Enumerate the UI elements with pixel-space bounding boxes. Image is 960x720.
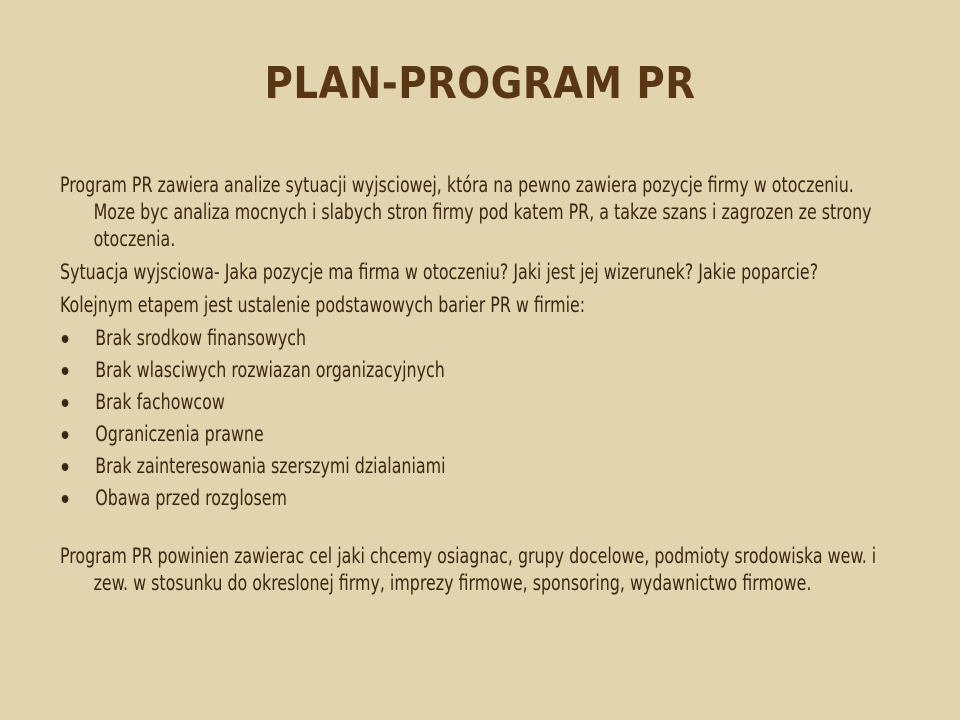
- slide-title: PLAN-PROGRAM PR: [264, 58, 696, 109]
- bullet-icon: [62, 495, 69, 503]
- paragraph-initial-situation: Sytuacja wyjsciowa- Jaka pozycje ma firma w otoczeniu? Jaki jest jej wizerunek? Jakie poparcie?: [60, 260, 819, 284]
- list-item: [60, 485, 883, 512]
- list-item: [60, 325, 883, 352]
- bullet-icon: [62, 431, 69, 439]
- list-item-text: Ograniczenia prawne: [95, 422, 264, 446]
- list-item-text: Obawa przed rozglosem: [95, 486, 287, 510]
- list-item-text: Brak srodkow finansowych: [95, 326, 307, 350]
- list-item-text: Brak wlasciwych rozwiazan organizacyjnych: [95, 358, 445, 382]
- slide-body: [60, 172, 883, 603]
- list-item: [60, 453, 883, 480]
- list-item-text: Brak zainteresowania szerszymi dzialaniami: [95, 454, 446, 478]
- paragraph-barriers-intro: Kolejnym etapem jest ustalenie podstawowych barier PR w firmie:: [60, 293, 586, 317]
- list-item-text: Brak fachowcow: [95, 390, 225, 414]
- list-item: [60, 357, 883, 384]
- paragraph-program-contents: Program PR powinien zawierac cel jaki chcemy osiagnac, grupy docelowe, podmioty srodowiska wew. i zew. w stosunku do okreslonej firmy, imprezy firmowe, sponsoring, wydawnictwo firmowe.: [60, 544, 877, 595]
- paragraph-analysis: Program PR zawiera analize sytuacji wyjsciowej, która na pewno zawiera pozycje firmy w otoczeniu. Moze byc analiza mocnych i slabych stron firmy pod katem PR, a takze szans i zagrozen ze strony otoczenia.: [60, 173, 872, 251]
- barriers-list: [60, 325, 883, 512]
- bullet-icon: [62, 463, 69, 471]
- bullet-icon: [62, 335, 69, 343]
- list-item: [60, 389, 883, 416]
- list-item: [60, 421, 883, 448]
- bullet-icon: [62, 399, 69, 407]
- bullet-icon: [62, 367, 69, 375]
